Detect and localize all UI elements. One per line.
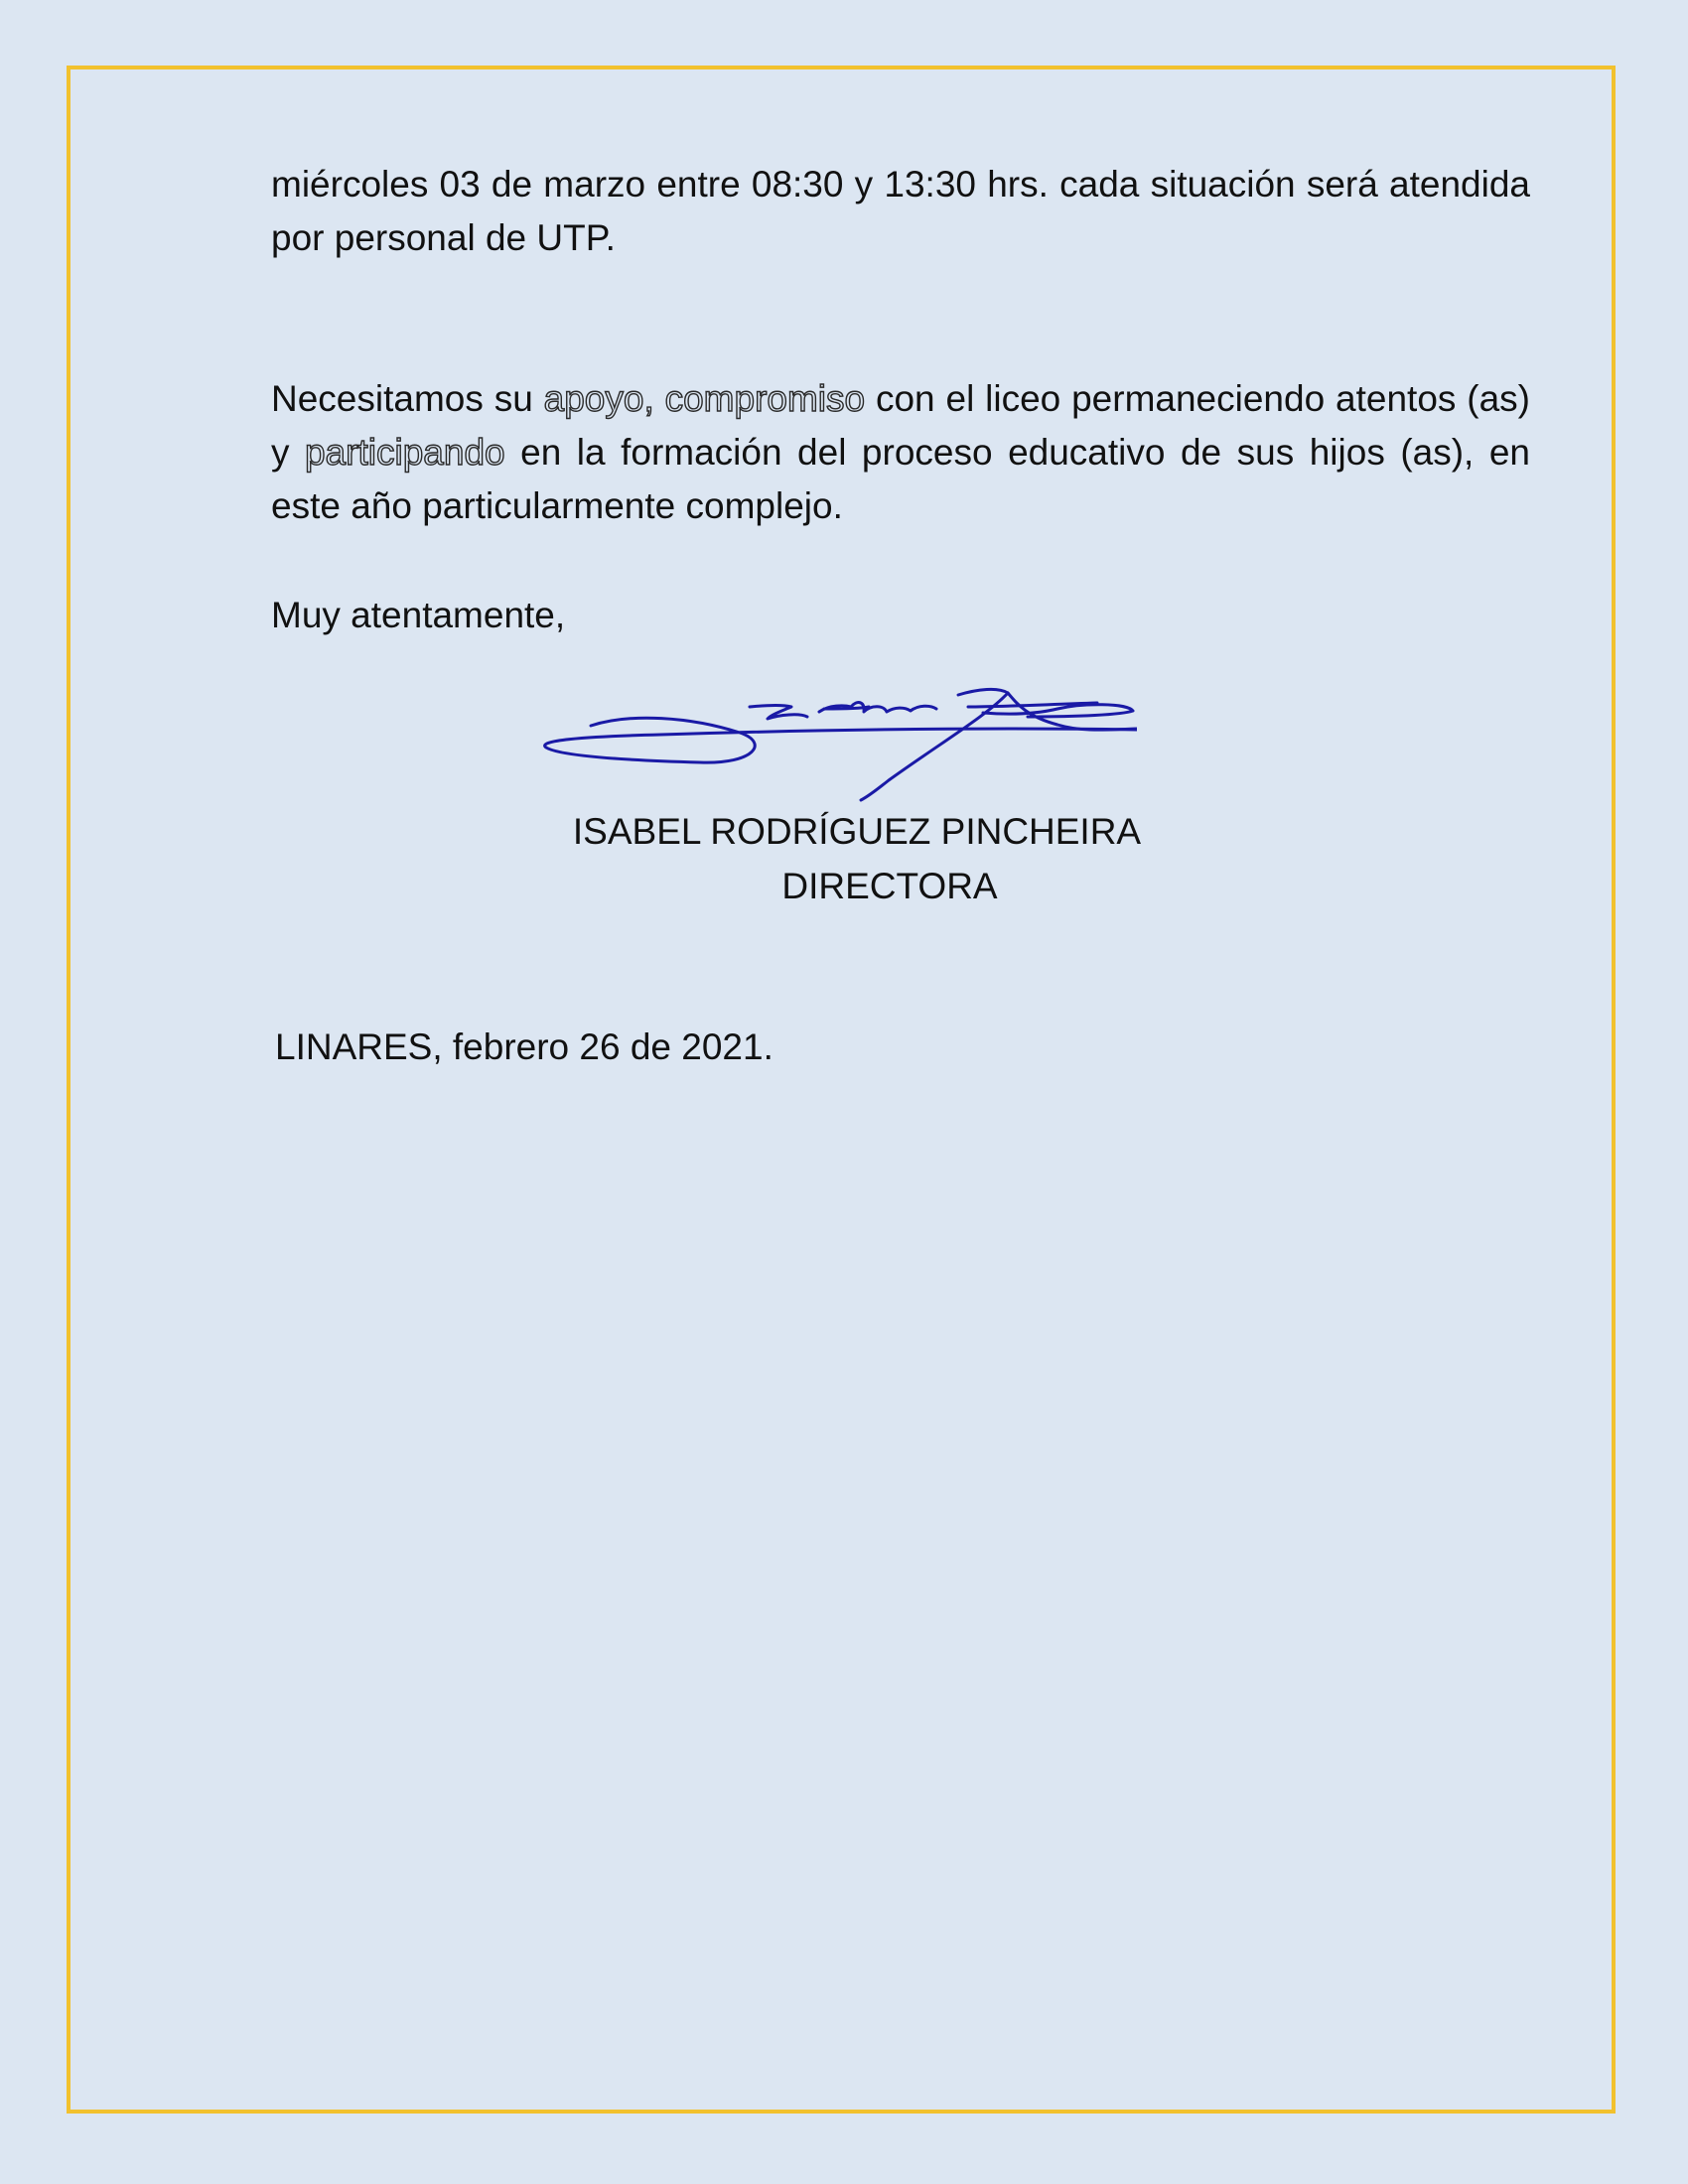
paragraph-schedule-text: miércoles 03 de marzo entre 08:30 y 13:30 hrs. cada situación será atendida por personal de UTP. (271, 164, 1530, 258)
paragraph-schedule (271, 158, 1530, 265)
signer-title: DIRECTORA (781, 866, 998, 906)
closing-salutation: Muy atentamente, (271, 595, 566, 635)
paragraph-support-text-1: Necesitamos su (271, 378, 544, 419)
paragraph-support-text-2: con el liceo permaneciendo atentos (as) y (271, 378, 1530, 473)
paragraph-support-text-3: en la formación del proceso educativo de sus hijos (as), en este año particularmente complejo. (271, 432, 1530, 526)
emphasis-apoyo-compromiso: apoyo, compromiso (543, 378, 866, 419)
paragraph-support (271, 372, 1530, 533)
signature-image (541, 685, 1137, 804)
emphasis-participando: participando (305, 432, 505, 473)
place-date: LINARES, febrero 26 de 2021. (275, 1026, 774, 1067)
signer-name: ISABEL RODRÍGUEZ PINCHEIRA (572, 811, 1142, 852)
